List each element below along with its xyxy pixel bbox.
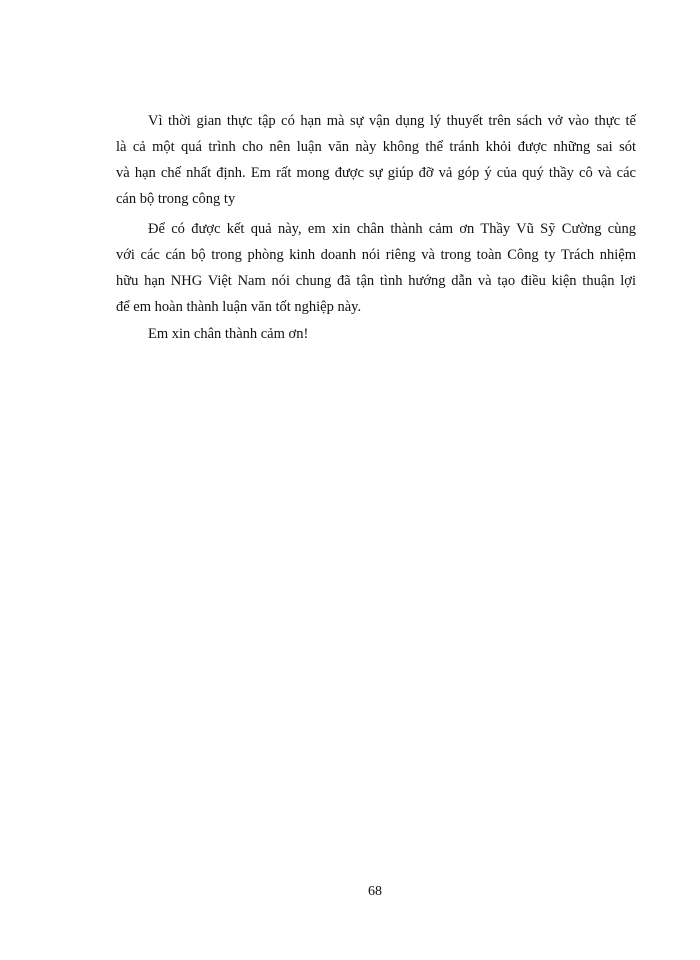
text-line: và hạn chế nhất định. Em rất mong được sự giúp đỡ vả góp ý của quý thầy cô và các: [116, 165, 636, 181]
text-line: Vì thời gian thực tập có hạn mà sự vận dụng lý thuyết trên sách vở vào thực tế: [148, 113, 636, 129]
text-line: hữu hạn NHG Việt Nam nói chung đã tận tình hướng dẫn và tạo điều kiện thuận lợi: [116, 273, 636, 289]
text-line: Để có được kết quả này, em xin chân thành cảm ơn Thầy Vũ Sỹ Cường cùng: [148, 221, 636, 237]
text-line: là cả một quá trình cho nên luận văn này không thể tránh khỏi được những sai sót: [116, 139, 636, 155]
text-line: với các cán bộ trong phòng kinh doanh nói riêng và trong toàn Công ty Trách nhiệm: [116, 247, 636, 263]
page-number: 68: [368, 884, 382, 899]
text-line: để em hoàn thành luận văn tốt nghiệp này.: [116, 299, 362, 315]
text-line: Em xin chân thành cảm ơn!: [148, 326, 309, 342]
text-line: cán bộ trong công ty: [116, 191, 236, 207]
